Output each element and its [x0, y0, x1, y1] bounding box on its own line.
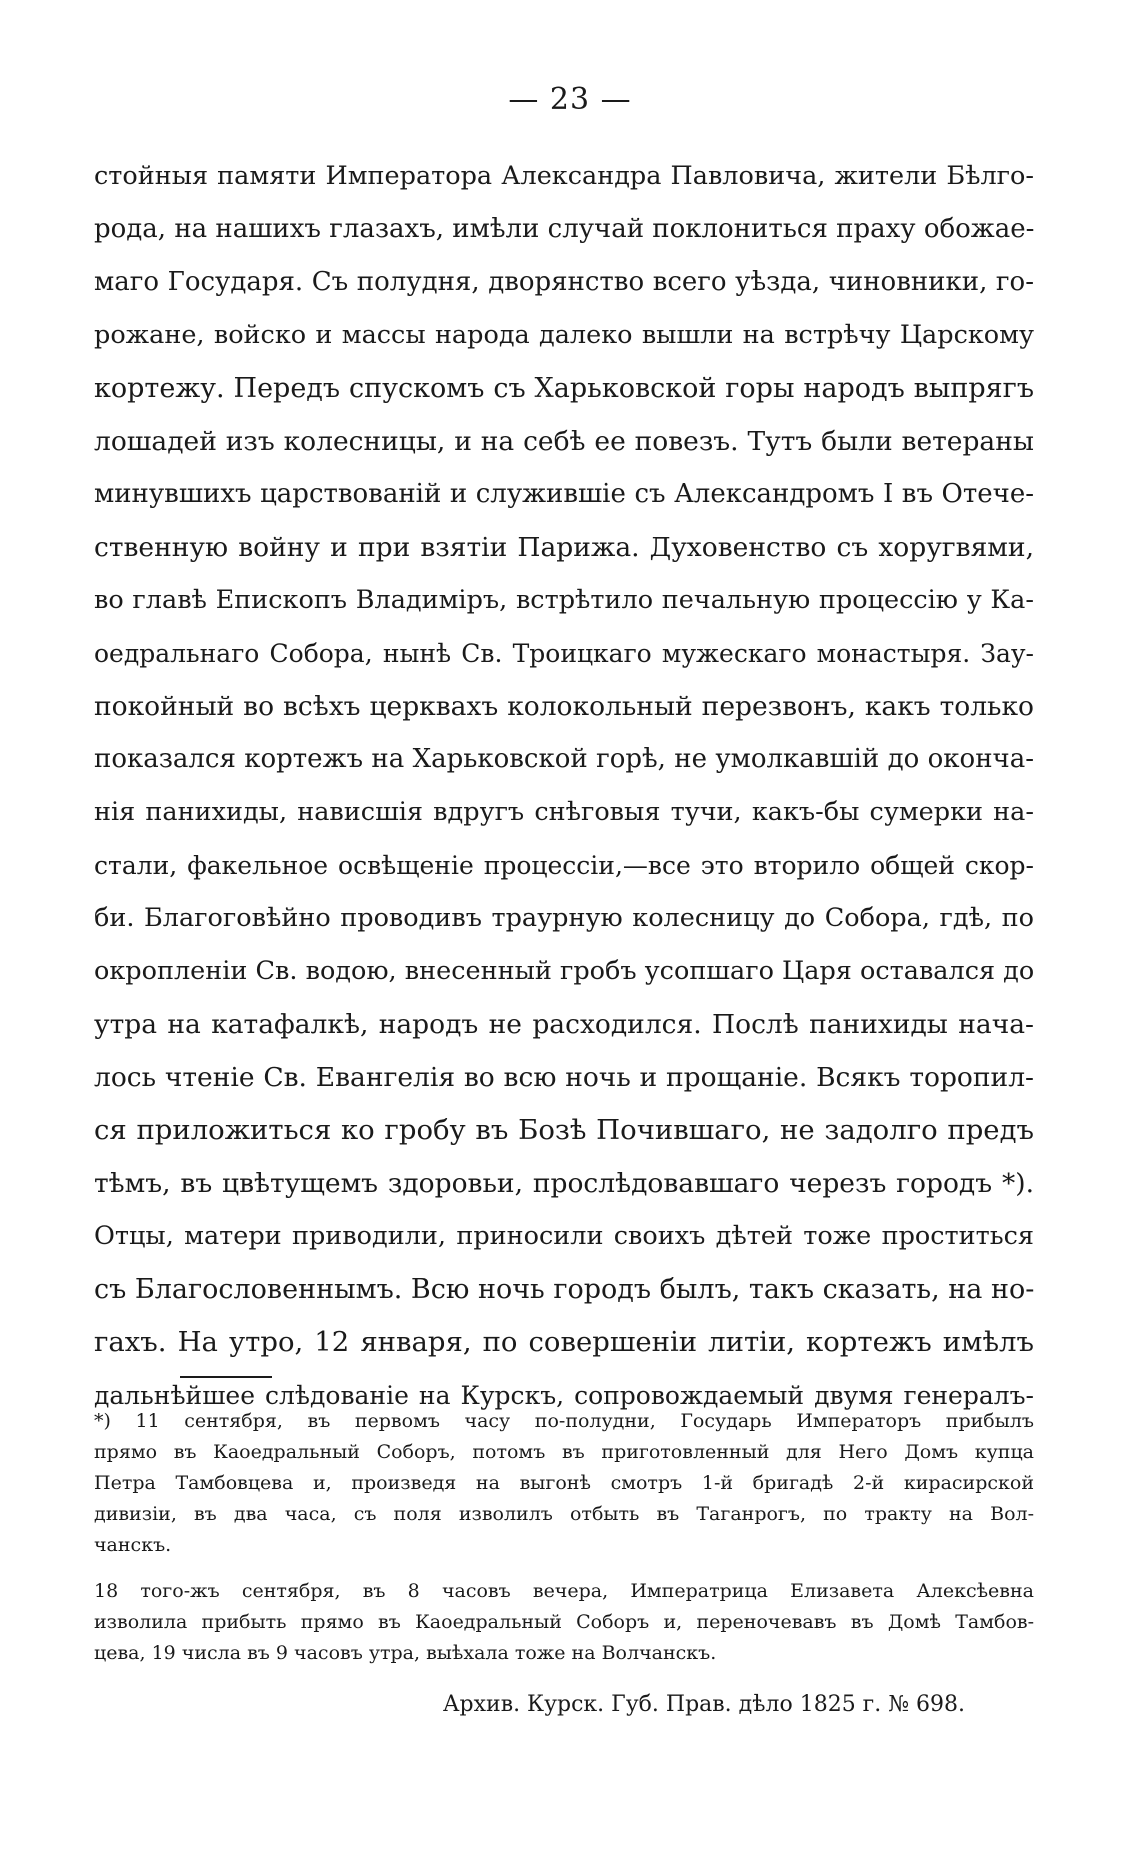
body-line: показался кортежъ на Харьковской горѣ, не умолкавшій до окончa- — [94, 744, 1034, 774]
body-line: лошадей изъ колесницы, и на себѣ ее повезъ. Тутъ были ветераны — [94, 426, 1034, 457]
footnote-line: дивизіи, въ два часа, съ поля изволилъ отбыть въ Таганрогъ, по тракту на Вол- — [94, 1503, 1034, 1525]
body-line: стали, факельное освѣщеніе процессіи,—все это вторило общей скор- — [94, 851, 1034, 880]
footnote-line: 18 того-жъ сентября, въ 8 часовъ вечера, Императрица Елизавета Алексѣевна — [94, 1580, 1034, 1602]
body-text — [94, 150, 1034, 1422]
body-line: покойный во всѣхъ церквахъ колокольный перезвонъ, какъ только — [94, 691, 1034, 722]
body-line: лось чтеніе Св. Евангелія во всю ночь и прощаніе. Всякъ торопил- — [94, 1062, 1034, 1093]
footnote-line: чанскъ. — [94, 1534, 172, 1556]
body-line: окропленіи Св. водою, внесенный гробъ усопшаго Царя оставался до — [94, 956, 1035, 986]
footnote-line: *) 11 сентября, въ первомъ часу по-полудни, Государь Императоръ прибылъ — [94, 1410, 1034, 1432]
body-line: съ Благословеннымъ. Всю ночь городъ былъ, такъ сказать, на но- — [94, 1274, 1035, 1305]
footnote-line: изволила прибыть прямо въ Каоедральный Соборъ и, переночевавъ въ Домѣ Тамбов- — [94, 1611, 1034, 1633]
body-line: ся приложиться ко гробу въ Бозѣ Почившаго, не задолго предъ — [94, 1114, 1034, 1146]
footnote-separator — [180, 1376, 272, 1378]
source-citation: Архив. Курск. Губ. Прав. дѣло 1825 г. № 698. — [442, 1692, 965, 1717]
body-line: оедральнаго Собора, нынѣ Св. Троицкаго мужескаго монастыря. Зау- — [94, 639, 1034, 668]
body-line: кортежу. Передъ спускомъ съ Харьковской горы народъ выпрягъ — [94, 373, 1034, 404]
footnote-1 — [94, 1406, 1034, 1561]
body-line: би. Благоговѣйно проводивъ траурную колесницу до Собора, гдѣ, по — [94, 903, 1034, 933]
body-line: Отцы, матери приводили, приносили своихъ дѣтей тоже проститься — [94, 1221, 1034, 1251]
body-line: стойныя памяти Императора Александра Павловича, жители Бѣлго- — [94, 161, 1034, 191]
body-line: рожане, войско и массы народа далеко вышли на встрѣчу Царскому — [94, 320, 1034, 350]
footnote-line: цева, 19 числа въ 9 часовъ утра, выѣхала тоже на Волчанскъ. — [94, 1642, 717, 1664]
body-line: во главѣ Епископъ Владиміръ, встрѣтило печальную процессію у Ка- — [94, 585, 1034, 615]
body-line: утра на катафалкѣ, народъ не расходился. Послѣ панихиды нача- — [94, 1009, 1034, 1040]
body-line: гахъ. На утро, 12 января, по совершеніи литіи, кортежъ имѣлъ — [94, 1326, 1034, 1358]
body-line: рода, на нашихъ глазахъ, имѣли случай поклониться праху обожае- — [94, 214, 1035, 244]
body-line: нія панихиды, нависшія вдругъ снѣговыя тучи, какъ-бы сумерки на- — [94, 797, 1034, 827]
page-number: — 23 — — [508, 82, 632, 117]
footnote-2 — [94, 1576, 1034, 1669]
body-line: тѣмъ, въ цвѣтущемъ здоровьи, прослѣдовавшаго черезъ городъ *). — [94, 1168, 1034, 1199]
footnote-line: прямо въ Каоедральный Соборъ, потомъ въ приготовленный для Него Домъ купца — [94, 1441, 1034, 1463]
body-line: минувшихъ царствованій и служившіе съ Александромъ I въ Отече- — [94, 479, 1034, 509]
footnote-line: Петра Тамбовцева и, произведя на выгонѣ смотръ 1-й бригадѣ 2-й кирасирской — [94, 1472, 1034, 1494]
body-line: ственную войну и при взятіи Парижа. Духовенство съ хоругвями, — [94, 532, 1034, 563]
body-line: дальнѣйшее слѣдованіе на Курскъ, сопровождаемый двумя генералъ- — [94, 1381, 1034, 1410]
body-line: маго Государя. Съ полудня, дворянство всего уѣзда, чиновники, го- — [94, 267, 1034, 297]
